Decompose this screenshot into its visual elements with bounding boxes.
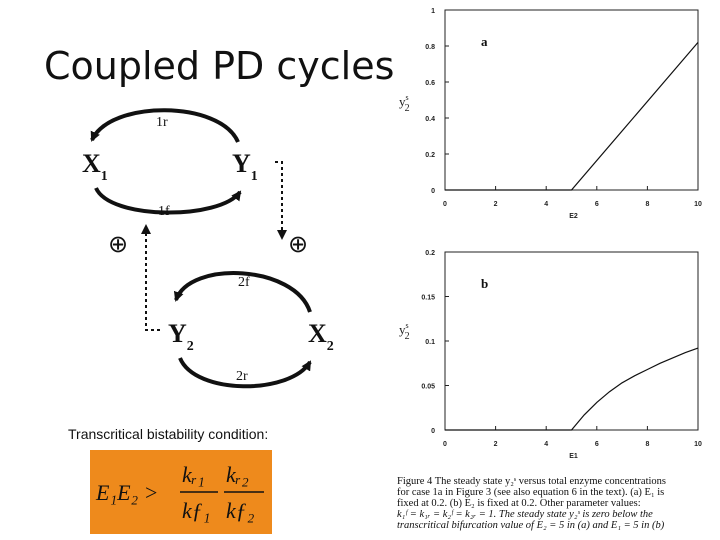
figure-caption-line-5: transcritical bifurcation value of E₂ = 5 in (a) and E₁ = 5 in (b) [397, 520, 665, 531]
label-2f: 2f [238, 275, 250, 290]
y-tick-label-a: 0.6 [425, 80, 435, 87]
plus-sign-right: ⊕ [288, 232, 309, 258]
formula-lhs: E₁E₂ > [96, 480, 159, 505]
species-Y1: $Y_1$ [232, 149, 258, 184]
formula-kr1: kᵣ₁ [182, 462, 205, 487]
x-tick-label-b: 10 [694, 441, 702, 448]
y-tick-label-b: 0.2 [425, 250, 435, 257]
y-tick-label-b: 0 [431, 428, 435, 435]
slide-title: Coupled PD cycles [44, 44, 395, 88]
x-tick-label-a: 10 [694, 201, 702, 208]
y-axis-label-a: $y^s$ 2 [399, 93, 410, 114]
species-X1: $X_1$ [82, 149, 108, 184]
x-axis-label-a: E2 [569, 213, 578, 220]
y-tick-label-a: 1 [431, 8, 435, 15]
formula [90, 450, 272, 534]
y-tick-label-b: 0.05 [421, 383, 435, 391]
formula-kr2: kᵣ₂ [226, 462, 249, 487]
x-tick-label-b: 8 [645, 441, 650, 448]
label-2r: 2r [236, 369, 248, 384]
figure-caption-line-2: for case 1a in Figure 3 (see also equation 6 in the text). (a) E₁ is [397, 487, 665, 498]
x-tick-label-a: 2 [493, 201, 498, 208]
species-X2: $X_2$ [308, 319, 334, 354]
dashed-link-Y2-to-cycle1 [146, 226, 160, 330]
formula-kf2: kƒ₂ [226, 498, 255, 523]
figure-caption-line-3: fixed at 0.2. (b) E₂ is fixed at 0.2. Other parameter values: [397, 498, 641, 509]
figure-caption-line-4: k₁ᶠ = k₁ᵣ = k₂ᶠ = k₂ᵣ = 1. The steady state y₂ˢ is zero below the [397, 509, 653, 520]
y-tick-label-a: 0.2 [425, 152, 435, 159]
species-Y2: $Y_2$ [168, 319, 194, 354]
formula-box [90, 450, 272, 534]
bistability-condition-caption: Transcritical bistability condition: [68, 426, 269, 442]
x-tick-label-a: 4 [544, 201, 549, 208]
label-1f: 1f [158, 204, 170, 219]
dashed-link-Y1-to-cycle2 [275, 162, 282, 238]
y-tick-label-a: 0 [431, 188, 435, 195]
x-tick-label-b: 0 [443, 441, 447, 448]
figure-4-charts [395, 0, 720, 476]
x-tick-label-a: 0 [443, 201, 447, 208]
y-tick-label-b: 0.1 [425, 339, 435, 346]
formula-kf1: kƒ₁ [182, 498, 211, 523]
x-tick-label-a: 6 [594, 201, 599, 208]
y-tick-label-b: 0.15 [421, 294, 435, 302]
y-tick-label-a: 0.4 [425, 116, 435, 123]
series-line-b [445, 348, 698, 430]
panel-label-b: b [481, 276, 489, 291]
series-line-a [445, 42, 698, 190]
y-axis-label-b: $y^s$ 2 [399, 321, 410, 342]
figure-caption-line-1: Figure 4 The steady state y₂ˢ versus total enzyme concentrations [397, 476, 666, 487]
plus-sign-left: ⊕ [108, 232, 129, 258]
x-tick-label-b: 6 [594, 441, 599, 448]
y-tick-label-a: 0.8 [425, 44, 435, 51]
x-axis-label-b: E1 [569, 453, 578, 460]
panel-label-a: a [481, 34, 488, 49]
figure-caption [397, 476, 703, 531]
label-1r: 1r [156, 115, 168, 130]
x-tick-label-a: 8 [645, 201, 650, 208]
x-tick-label-b: 4 [544, 441, 549, 448]
x-tick-label-b: 2 [493, 441, 498, 448]
coupled-cycle-diagram [70, 100, 370, 400]
